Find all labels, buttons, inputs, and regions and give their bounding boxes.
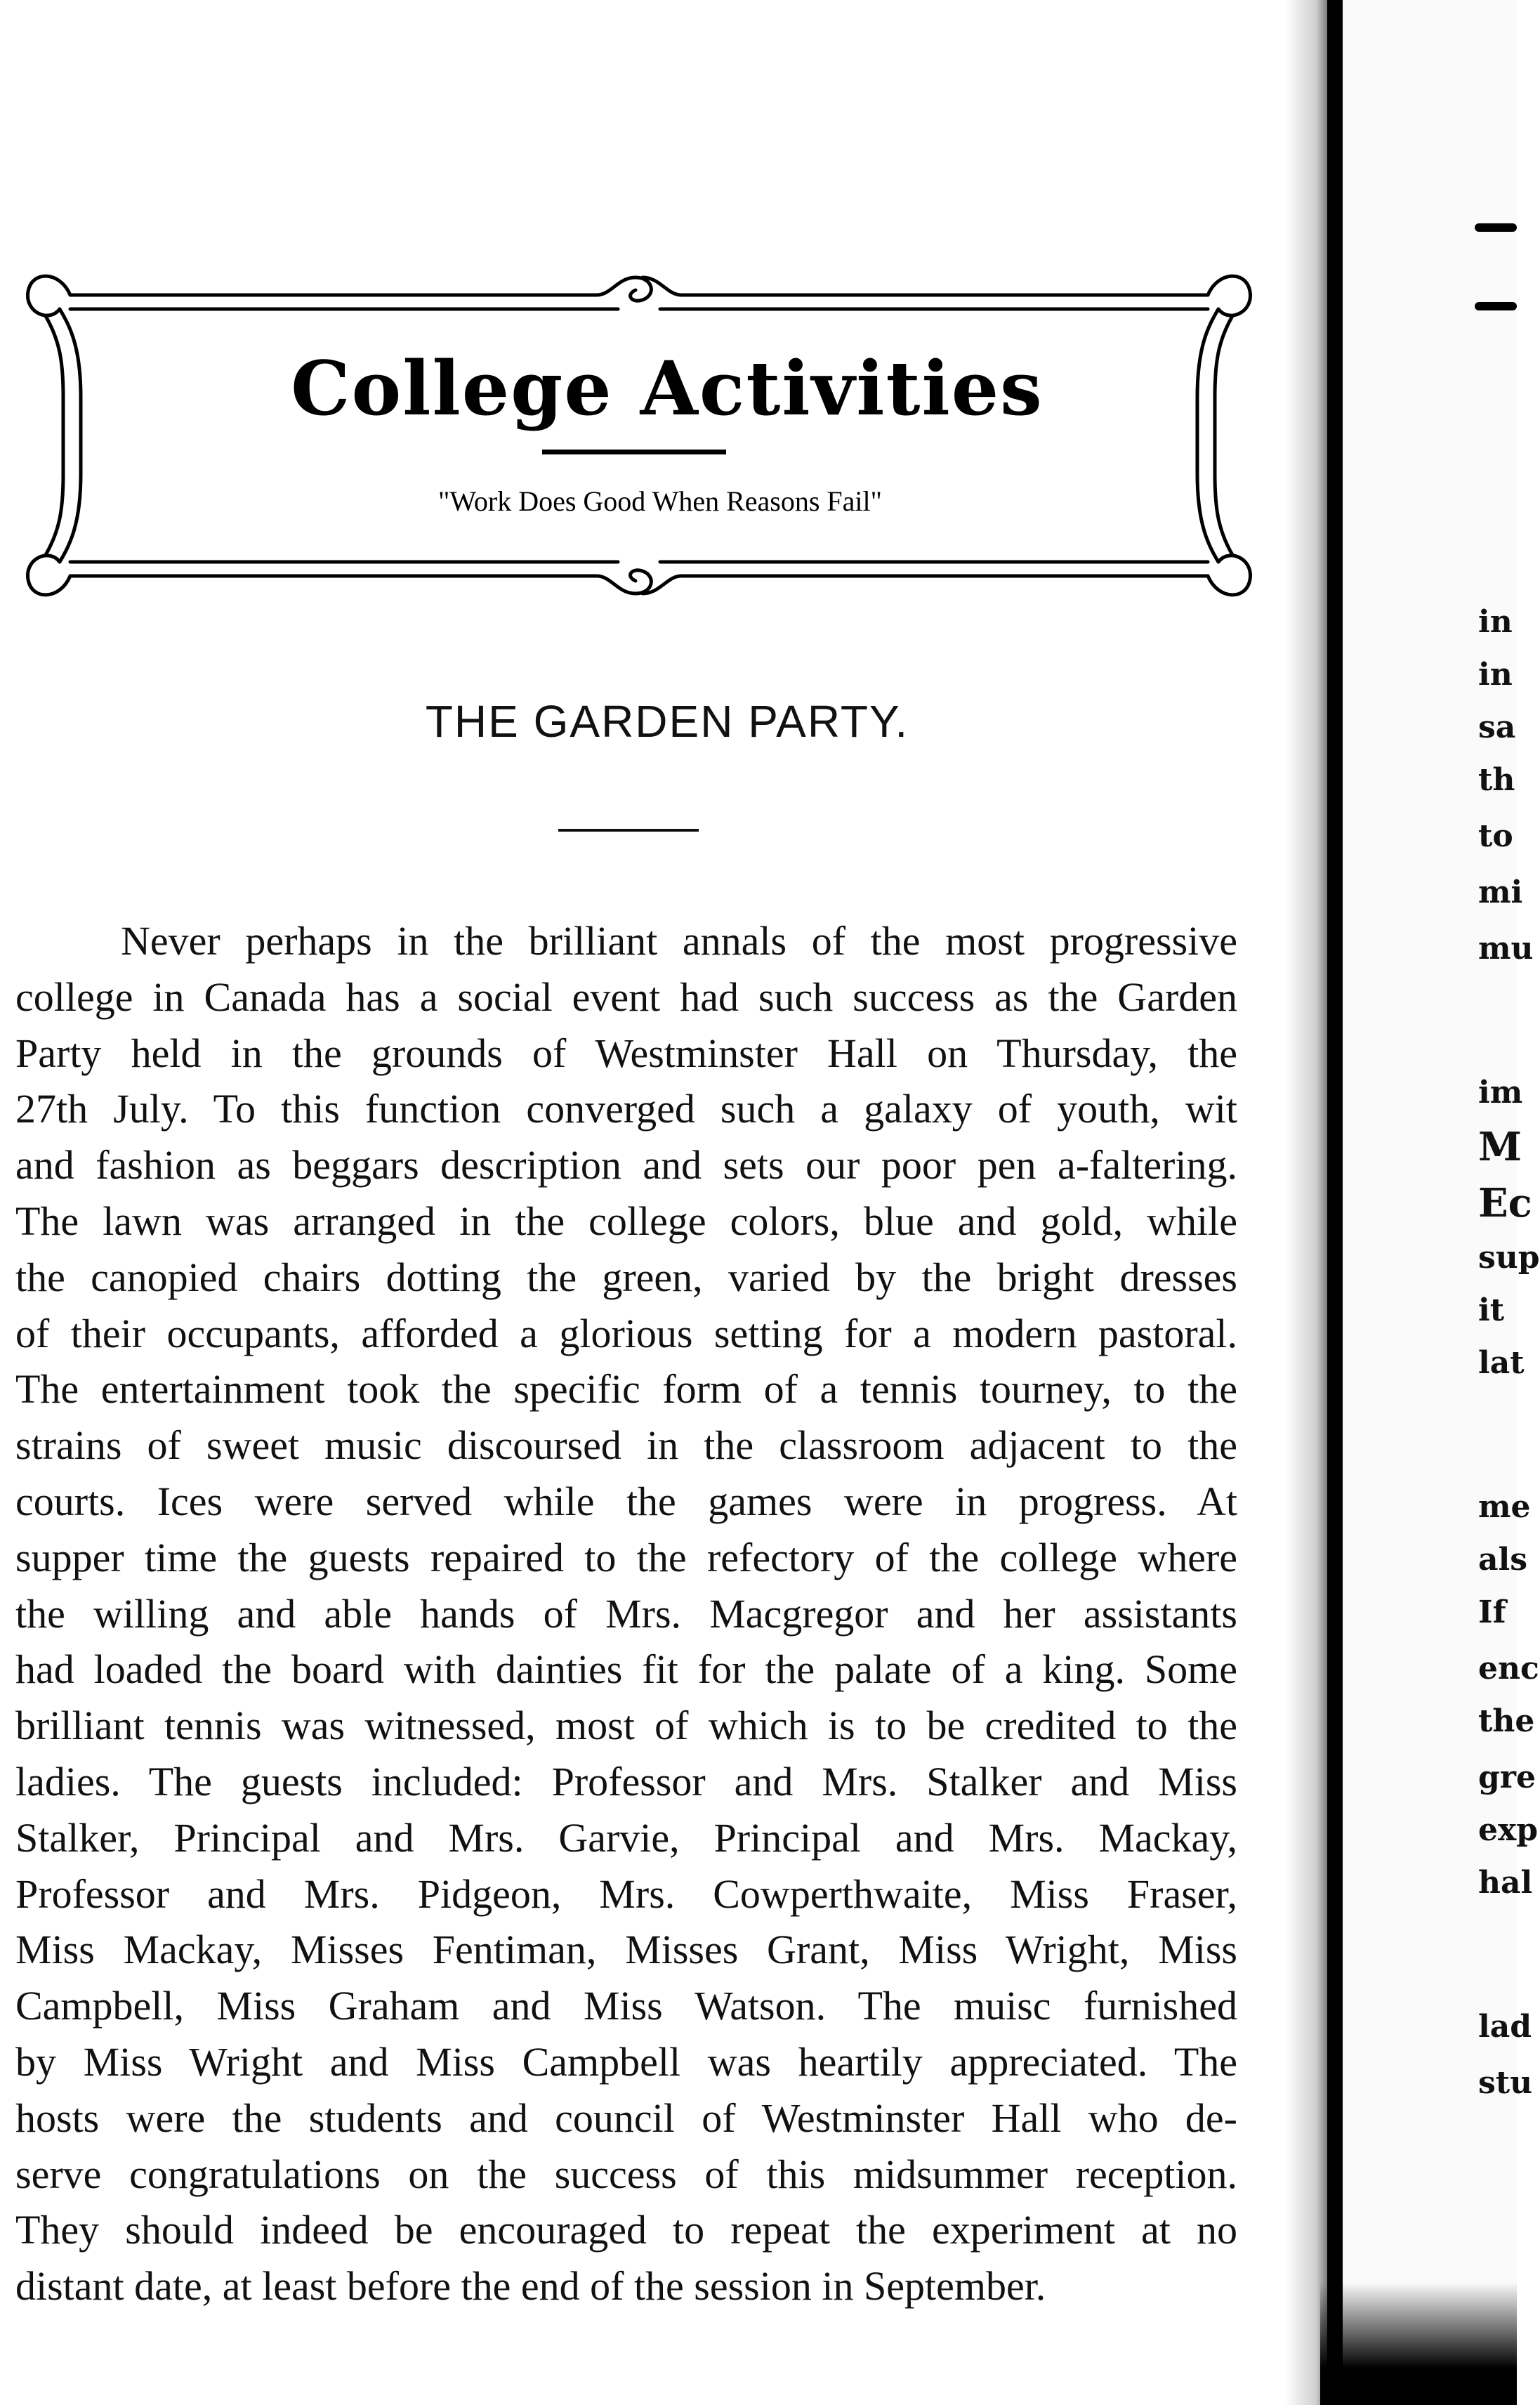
body-line: Campbell, Miss Graham and Miss Watson. The muisc furnished xyxy=(15,1983,1237,2029)
body-line: by Miss Wright and Miss Campbell was heartily appreciated. The xyxy=(15,2038,1237,2085)
body-line: The lawn was arranged in the college colors, blue and gold, while xyxy=(15,1198,1237,1244)
body-line: courts. Ices were served while the games were in progress. At xyxy=(15,1478,1237,1524)
facing-text-fragment: th xyxy=(1478,762,1515,798)
body-line: They should indeed be encouraged to repeat the experiment at no xyxy=(15,2207,1237,2253)
body-line: had loaded the board with dainties fit for the palate of a king. Some xyxy=(15,1646,1237,1693)
article-title: THE GARDEN PARTY. xyxy=(425,696,909,747)
facing-text-fragment: als xyxy=(1478,1542,1527,1578)
body-line: Party held in the grounds of Westminster Hall on Thursday, the xyxy=(15,1030,1237,1076)
body-line: Never perhaps in the brilliant annals of the most progressive xyxy=(121,918,1237,964)
body-line: and fashion as beggars description and sets our poor pen a-faltering. xyxy=(15,1142,1237,1188)
body-line: supper time the guests repaired to the refectory of the college where xyxy=(15,1534,1237,1580)
facing-text-fragment: lad xyxy=(1478,2009,1532,2045)
facing-text-fragment: it xyxy=(1478,1292,1505,1328)
facing-text-fragment: lat xyxy=(1478,1345,1525,1381)
facing-text-fragment: in xyxy=(1478,657,1513,693)
facing-text-fragment: sa xyxy=(1478,709,1516,745)
body-line: ladies. The guests included: Professor and Mrs. Stalker and Miss xyxy=(15,1758,1237,1804)
facing-text-fragment: me xyxy=(1478,1489,1531,1525)
facing-text-fragment: exp xyxy=(1478,1812,1538,1848)
facing-text-fragment: M xyxy=(1478,1124,1522,1170)
title-divider xyxy=(542,450,726,454)
body-line: 27th July. To this function converged such a galaxy of youth, wit xyxy=(15,1086,1237,1132)
section-motto: "Work Does Good When Reasons Fail" xyxy=(438,485,882,517)
facing-text-fragment: mu xyxy=(1478,931,1534,966)
body-line: Miss Mackay, Misses Fentiman, Misses Grant, Miss Wright, Miss xyxy=(15,1927,1237,1973)
article-body xyxy=(15,913,1237,2314)
facing-text-fragment: enc xyxy=(1478,1651,1539,1686)
body-line: college in Canada has a social event had such success as the Garden xyxy=(15,974,1237,1020)
facing-text-fragment: im xyxy=(1478,1075,1523,1110)
facing-text-fragment: to xyxy=(1478,818,1513,854)
facing-text-fragment: If xyxy=(1478,1594,1506,1630)
facing-ornament xyxy=(1475,302,1517,310)
section-title: College Activities xyxy=(291,344,1044,432)
body-line: strains of sweet music discoursed in the classroom adjacent to the xyxy=(15,1422,1237,1469)
body-line: serve congratulations on the success of this midsummer reception. xyxy=(15,2151,1237,2197)
facing-text-fragment: the xyxy=(1478,1703,1535,1739)
ornamental-header-frame xyxy=(21,256,1257,615)
body-line: the canopied chairs dotting the green, varied by the bright dresses xyxy=(15,1254,1237,1300)
body-line: Professor and Mrs. Pidgeon, Mrs. Cowperthwaite, Miss Fraser, xyxy=(15,1870,1237,1917)
body-line: of their occupants, afforded a glorious setting for a modern pastoral. xyxy=(15,1310,1237,1356)
facing-text-fragment: gre xyxy=(1478,1759,1536,1795)
binding-edge xyxy=(1327,0,1343,2405)
body-line: distant date, at least before the end of the session in September. xyxy=(15,2263,1046,2309)
body-line: The entertainment took the specific form of a tennis tourney, to the xyxy=(15,1366,1237,1413)
binding-shadow-bottom xyxy=(1320,2283,1517,2405)
facing-text-fragment: sup xyxy=(1478,1240,1540,1276)
facing-text-fragment: stu xyxy=(1478,2065,1533,2101)
body-line: hosts were the students and council of Westminster Hall who de- xyxy=(15,2095,1237,2141)
body-line: brilliant tennis was witnessed, most of which is to be credited to the xyxy=(15,1703,1237,1749)
facing-text-fragment: hal xyxy=(1478,1865,1533,1901)
article-divider xyxy=(558,829,699,832)
facing-text-fragment: in xyxy=(1478,604,1513,640)
facing-ornament xyxy=(1475,223,1517,232)
facing-text-fragment: Ec xyxy=(1478,1180,1532,1226)
body-line: Stalker, Principal and Mrs. Garvie, Principal and Mrs. Mackay, xyxy=(15,1814,1237,1861)
body-line: the willing and able hands of Mrs. Macgregor and her assistants xyxy=(15,1590,1237,1637)
facing-text-fragment: mi xyxy=(1478,874,1523,910)
